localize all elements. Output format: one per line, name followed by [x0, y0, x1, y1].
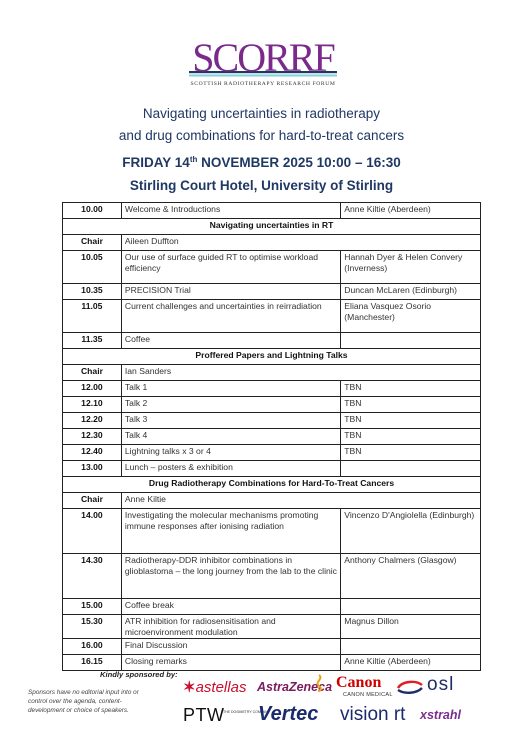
agenda-item-cell: PRECISION Trial [121, 284, 340, 300]
speaker-cell: Vincenzo D'Angiolella (Edinburgh) [341, 509, 481, 554]
speaker-cell: TBN [341, 397, 481, 413]
table-row [63, 554, 481, 599]
event-title-line-1: Navigating uncertainties in radiotherapy [142, 106, 381, 121]
speaker-cell [341, 461, 481, 477]
time-cell: 14.00 [63, 509, 122, 554]
agenda-item-cell: Lightning talks x 3 or 4 [121, 445, 340, 461]
agenda-item-cell: Coffee [121, 333, 340, 349]
logo-subtitle: SCOTTISH RADIOTHERAPY RESEARCH FORUM [190, 81, 336, 87]
speaker-cell: Anthony Chalmers (Glasgow) [341, 554, 481, 599]
osl-logo: osl [427, 674, 455, 695]
section-header-row [63, 477, 481, 493]
chair-label: Chair [63, 493, 122, 509]
section-title: Proffered Papers and Lightning Talks [63, 349, 481, 365]
event-date: FRIDAY 14th NOVEMBER 2025 10:00 – 16:30 [122, 155, 401, 170]
time-cell: 14.30 [63, 554, 122, 599]
agenda-item-cell: Final Discussion [121, 639, 340, 655]
xstrahl-logo: xstrahl [420, 708, 461, 722]
ptw-tagline: THE DOSIMETRY COMPANY [223, 710, 271, 714]
time-cell: 11.35 [63, 333, 122, 349]
astrazeneca-swirl-icon [312, 674, 326, 692]
time-cell: 15.00 [63, 599, 122, 615]
section-header-row [63, 219, 481, 235]
table-row [63, 639, 481, 655]
event-title-line-2: and drug combinations for hard-to-treat cancers [118, 128, 405, 143]
astrazeneca-logo: AstraZeneca [257, 680, 333, 694]
speaker-cell [341, 639, 481, 655]
table-row [63, 203, 481, 219]
speaker-cell: Anne Kiltie (Aberdeen) [341, 203, 481, 219]
ptw-logo: PTW [183, 705, 225, 725]
chair-row [63, 493, 481, 509]
agenda-item-cell: ATR inhibition for radiosensitisation and microenvironment modulation [121, 615, 340, 639]
time-cell: 13.00 [63, 461, 122, 477]
agenda-item-cell: Investigating the molecular mechanisms promoting immune responses after ionising radiation [121, 509, 340, 554]
agenda-item-cell: Talk 2 [121, 397, 340, 413]
chair-label: Chair [63, 235, 122, 251]
table-row [63, 333, 481, 349]
table-row [63, 429, 481, 445]
time-cell: 10.00 [63, 203, 122, 219]
speaker-cell [341, 333, 481, 349]
time-cell: 12.40 [63, 445, 122, 461]
canon-logo: Canon [336, 674, 382, 691]
table-row [63, 300, 481, 333]
speaker-cell [341, 599, 481, 615]
speaker-cell: TBN [341, 413, 481, 429]
time-cell: 11.05 [63, 300, 122, 333]
speaker-cell: Hannah Dyer & Helen Convery (Inverness) [341, 251, 481, 284]
speaker-cell: Duncan McLaren (Edinburgh) [341, 284, 481, 300]
agenda-item-cell: Welcome & Introductions [121, 203, 340, 219]
table-row [63, 381, 481, 397]
section-title: Navigating uncertainties in RT [63, 219, 481, 235]
agenda-item-cell: Coffee break [121, 599, 340, 615]
astellas-wordmark: astellas [195, 679, 247, 696]
scorrf-wordmark [183, 38, 343, 82]
svg-text:SCORRF: SCORRF [192, 38, 334, 80]
table-row [63, 599, 481, 615]
osl-swoosh-icon [396, 679, 424, 695]
astellas-mark-icon: ✶ [183, 679, 196, 696]
table-row [63, 461, 481, 477]
speaker-cell: Anne Kiltie (Aberdeen) [341, 655, 481, 671]
table-row [63, 445, 481, 461]
speaker-cell: TBN [341, 381, 481, 397]
speaker-cell: TBN [341, 445, 481, 461]
programme-table [62, 202, 481, 671]
time-cell: 16.15 [63, 655, 122, 671]
agenda-item-cell: Closing remarks [121, 655, 340, 671]
speaker-cell: Eliana Vasquez Osorio (Manchester) [341, 300, 481, 333]
agenda-item-cell: Lunch – posters & exhibition [121, 461, 340, 477]
agenda-item-cell: Talk 1 [121, 381, 340, 397]
chair-name: Anne Kiltie [121, 493, 480, 509]
time-cell: 10.05 [63, 251, 122, 284]
time-cell: 12.00 [63, 381, 122, 397]
sponsors-heading: Kindly sponsored by: [100, 670, 178, 679]
time-cell: 12.10 [63, 397, 122, 413]
astellas-logo [183, 678, 246, 696]
agenda-item-cell: Radiotherapy-DDR inhibitor combinations in glioblastoma – the long journey from the lab to the clinic [121, 554, 340, 599]
agenda-item-cell: Current challenges and uncertainties in reirradiation [121, 300, 340, 333]
event-venue: Stirling Court Hotel, University of Stirling [129, 178, 394, 193]
section-title: Drug Radiotherapy Combinations for Hard-To-Treat Cancers [63, 477, 481, 493]
time-cell: 15.30 [63, 615, 122, 639]
canon-medical-label: CANON MEDICAL [343, 692, 393, 698]
table-row [63, 655, 481, 671]
sponsors-disclaimer: Sponsors have no editorial input into or control over the agenda, content-development or choice of speakers. [28, 689, 139, 715]
table-row [63, 284, 481, 300]
time-cell: 16.00 [63, 639, 122, 655]
table-row [63, 615, 481, 639]
chair-name: Aileen Duffton [121, 235, 480, 251]
agenda-item-cell: Talk 3 [121, 413, 340, 429]
scorrf-logo [183, 38, 343, 96]
table-row [63, 397, 481, 413]
chair-label: Chair [63, 365, 122, 381]
chair-row [63, 365, 481, 381]
table-row [63, 413, 481, 429]
time-cell: 12.30 [63, 429, 122, 445]
table-row [63, 509, 481, 554]
speaker-cell: TBN [341, 429, 481, 445]
section-header-row [63, 349, 481, 365]
speaker-cell: Magnus Dillon [341, 615, 481, 639]
table-row [63, 251, 481, 284]
chair-row [63, 235, 481, 251]
vertec-logo: Vertec [258, 703, 319, 725]
chair-name: Ian Sanders [121, 365, 480, 381]
time-cell: 12.20 [63, 413, 122, 429]
agenda-item-cell: Talk 4 [121, 429, 340, 445]
agenda-item-cell: Our use of surface guided RT to optimise workload efficiency [121, 251, 340, 284]
time-cell: 10.35 [63, 284, 122, 300]
visionrt-logo: vision rt [340, 704, 406, 725]
